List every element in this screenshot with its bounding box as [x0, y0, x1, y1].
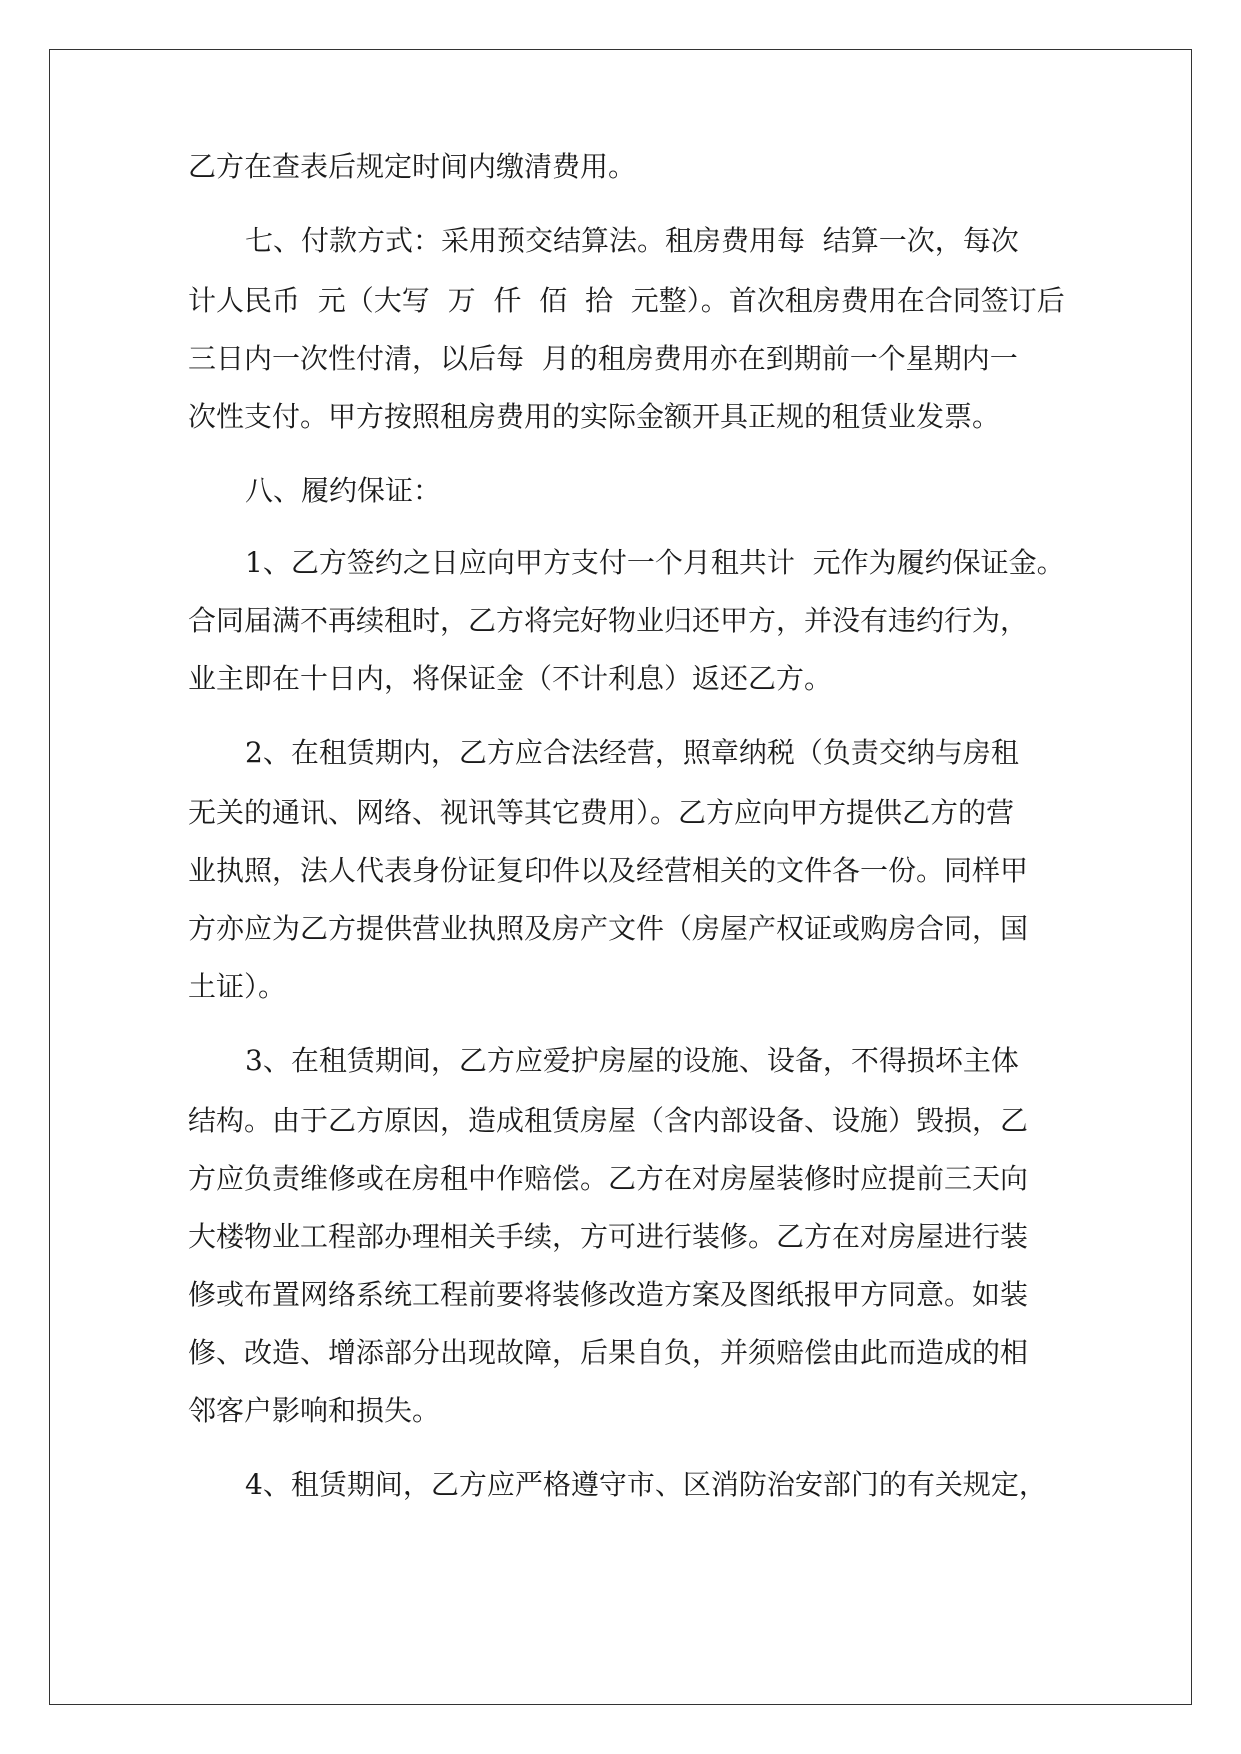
text-line: 合同届满不再续租时，乙方将完好物业归还甲方，并没有违约行为，: [188, 604, 1029, 637]
text-line: 方应负责维修或在房租中作赔偿。乙方在对房屋装修时应提前三天向: [188, 1162, 1029, 1195]
text-line: 修或布置网络系统工程前要将装修改造方案及图纸报甲方同意。如装: [188, 1278, 1029, 1311]
text-line: 业执照，法人代表身份证复印件以及经营相关的文件各一份。同样甲: [188, 854, 1029, 887]
text-line: 2、在租赁期内，乙方应合法经营，照章纳税（负责交纳与房租: [245, 736, 1019, 769]
text-line: 1、乙方签约之日应向甲方支付一个月租共计 元作为履约保证金。: [245, 546, 1065, 579]
text-line: 修、改造、增添部分出现故障，后果自负，并须赔偿由此而造成的相: [188, 1336, 1029, 1369]
text-line: 邻客户影响和损失。: [188, 1394, 441, 1427]
text-line: 3、在租赁期间，乙方应爱护房屋的设施、设备，不得损坏主体: [245, 1044, 1019, 1077]
text-line: 结构。由于乙方原因，造成租赁房屋（含内部设备、设施）毁损，乙: [188, 1104, 1029, 1137]
text-line: 方亦应为乙方提供营业执照及房产文件（房屋产权证或购房合同，国: [188, 912, 1029, 945]
text-line: 乙方在查表后规定时间内缴清费用。: [188, 150, 637, 183]
text-line: 大楼物业工程部办理相关手续，方可进行装修。乙方在对房屋进行装: [188, 1220, 1029, 1253]
text-line: 七、付款方式：采用预交结算法。租房费用每 结算一次，每次: [245, 224, 1019, 257]
text-line: 4、租赁期间，乙方应严格遵守市、区消防治安部门的有关规定，: [245, 1468, 1047, 1501]
text-line: 无关的通讯、网络、视讯等其它费用）。乙方应向甲方提供乙方的营: [188, 796, 1015, 829]
text-line: 土证）。: [188, 970, 287, 1003]
text-line: 次性支付。甲方按照租房费用的实际金额开具正规的租赁业发票。: [188, 400, 1001, 433]
text-line: 计人民币 元（大写 万 仟 佰 拾 元整）。首次租房费用在合同签订后: [188, 284, 1065, 317]
text-line: 业主即在十日内，将保证金（不计利息）返还乙方。: [188, 662, 833, 695]
text-line: 八、履约保证：: [245, 474, 442, 507]
text-line: 三日内一次性付清，以后每 月的租房费用亦在到期前一个星期内一: [188, 342, 1018, 375]
